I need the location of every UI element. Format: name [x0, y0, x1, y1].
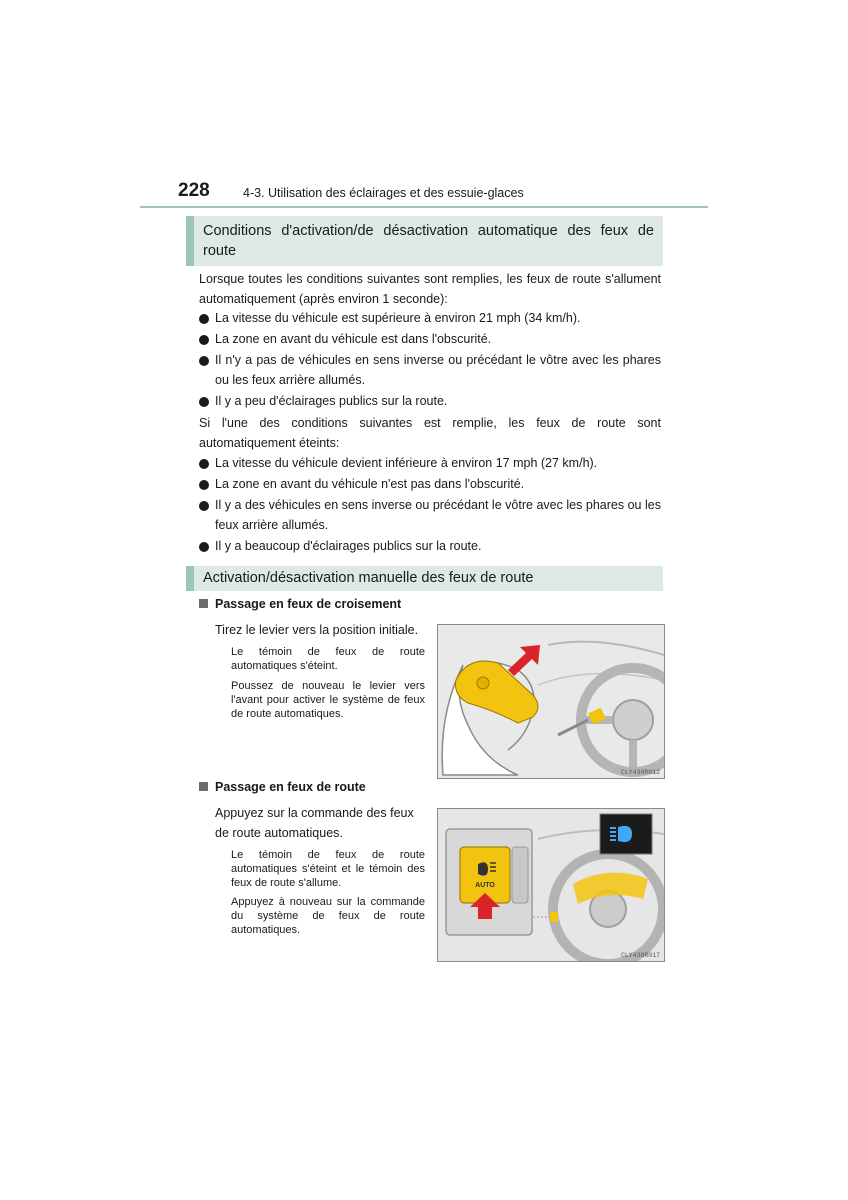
page-number: 228: [178, 180, 210, 201]
list-item: La zone en avant du véhicule est dans l'obscurité.: [199, 330, 661, 350]
chapter-title: 4-3. Utilisation des éclairages et des essuie-glaces: [243, 186, 524, 200]
auto-switch-illustration: [437, 808, 665, 962]
lever-illustration-svg: [438, 625, 664, 778]
high-beam-heading: Passage en feux de route: [199, 780, 366, 794]
off-conditions-list: [199, 454, 661, 558]
square-bullet-icon: [199, 599, 208, 608]
high-beam-note-2: Appuyez à nouveau sur la commande du système de feux de route automatiques.: [231, 896, 425, 936]
low-beam-heading: Passage en feux de croisement: [199, 597, 401, 611]
low-beam-instruction: Tirez le levier vers la position initiale.: [215, 623, 419, 637]
bullet-icon: [199, 459, 209, 469]
list-item: Il n'y a pas de véhicules en sens inverse ou précédant le vôtre avec les phares ou les feux arrière allumés.: [199, 351, 661, 390]
on-conditions-list: [199, 309, 661, 413]
bullet-icon: [199, 501, 209, 511]
auto-button-label: AUTO: [475, 882, 495, 889]
list-item: Il y a peu d'éclairages publics sur la route.: [199, 392, 661, 412]
list-item: Il y a beaucoup d'éclairages publics sur la route.: [199, 537, 661, 557]
section-title-auto-conditions: Conditions d'activation/de désactivation automatique des feux de route: [186, 216, 663, 266]
figure-code: CLY438R012: [620, 769, 660, 776]
section-title-manual: Activation/désactivation manuelle des feux de route: [186, 566, 663, 591]
header-divider: [140, 206, 708, 208]
high-beam-note-1: Le témoin de feux de route automatiques s'éteint et le témoin des feux de route s'allume.: [231, 849, 425, 889]
intro-off-text: Si l'une des conditions suivantes est remplie, les feux de route sont automatiquement éteints:: [199, 416, 661, 450]
bullet-icon: [199, 397, 209, 407]
list-item: La vitesse du véhicule est supérieure à environ 21 mph (34 km/h).: [199, 309, 661, 329]
square-bullet-icon: [199, 782, 208, 791]
switch-illustration-svg: [438, 809, 664, 961]
bullet-icon: [199, 356, 209, 366]
bullet-icon: [199, 314, 209, 324]
low-beam-note-2: Poussez de nouveau le levier vers l'avant pour activer le système de feux de route automatiques.: [231, 680, 425, 720]
list-item: La vitesse du véhicule devient inférieure à environ 17 mph (27 km/h).: [199, 454, 661, 474]
low-beam-note-1: Le témoin de feux de route automatiques s'éteint.: [231, 646, 425, 672]
list-item: Il y a des véhicules en sens inverse ou précédant le vôtre avec les phares ou les feux arrière allumés.: [199, 496, 661, 535]
bullet-icon: [199, 335, 209, 345]
high-beam-instruction: Appuyez sur la commande des feux de route automatiques.: [215, 806, 414, 840]
lever-pull-illustration: [437, 624, 665, 779]
bullet-icon: [199, 542, 209, 552]
list-item: La zone en avant du véhicule n'est pas dans l'obscurité.: [199, 475, 661, 495]
bullet-icon: [199, 480, 209, 490]
figure-code: CLY438R017: [620, 952, 660, 959]
intro-on-text: Lorsque toutes les conditions suivantes sont remplies, les feux de route s'allument automatiquement (après environ 1 seconde):: [199, 272, 661, 306]
